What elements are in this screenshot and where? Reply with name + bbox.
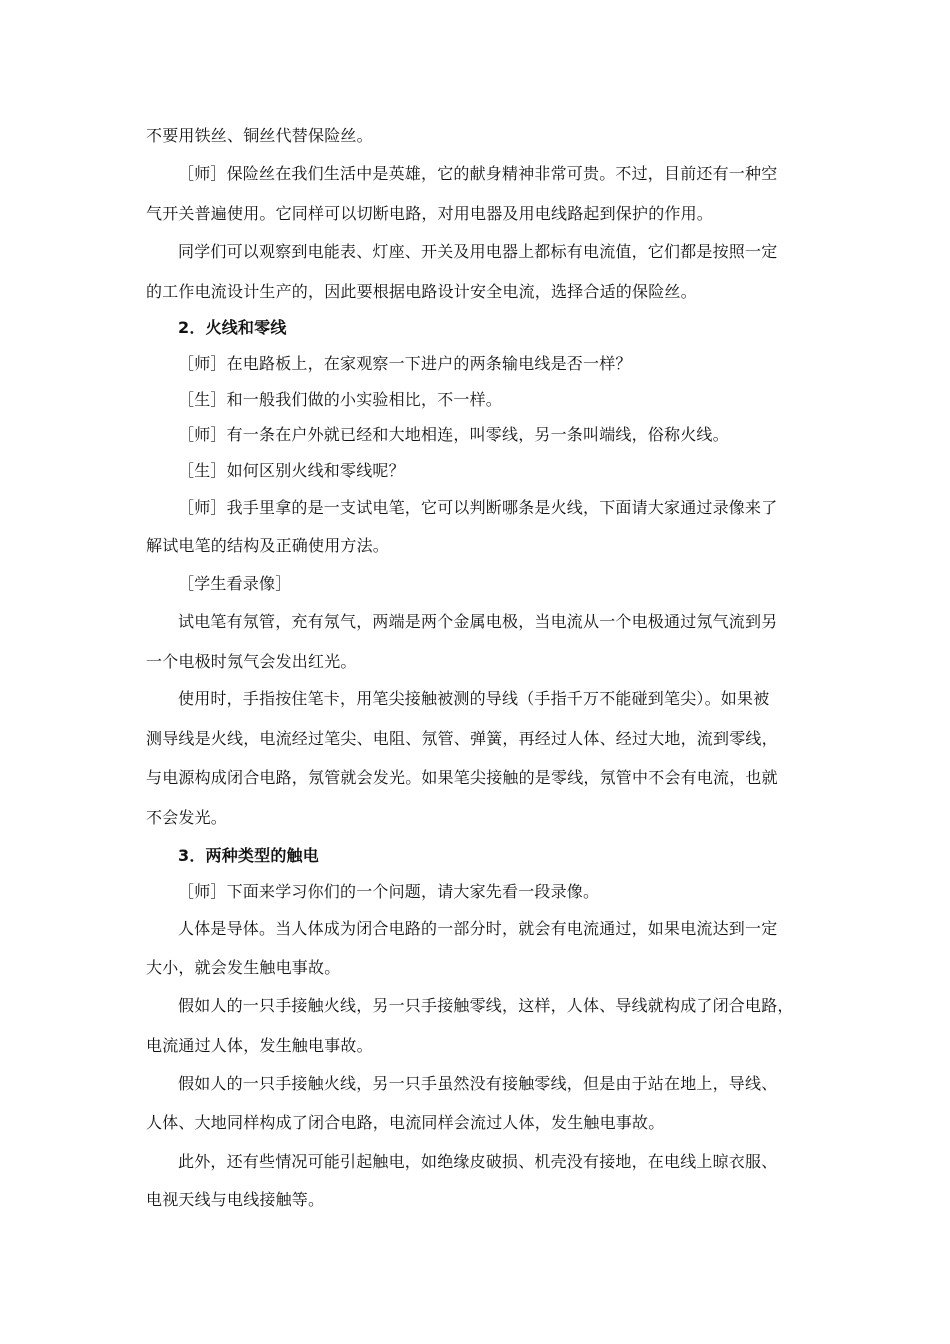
paragraph-line: ［师］我手里拿的是一支试电笔，它可以判断哪条是火线，下面请大家通过录像来了 bbox=[178, 498, 778, 517]
paragraph-line: 试电笔有氖管，充有氖气，两端是两个金属电极，当电流从一个电极通过氖气流到另 bbox=[178, 612, 778, 631]
paragraph-line: 气开关普遍使用。它同样可以切断电路，对用电器及用电线路起到保护的作用。 bbox=[146, 204, 714, 223]
paragraph-line: ［师］保险丝在我们生活中是英雄，它的献身精神非常可贵。不过，目前还有一种空 bbox=[178, 164, 778, 183]
paragraph-line: 一个电极时氖气会发出红光。 bbox=[146, 652, 357, 671]
section-heading: 2．火线和零线 bbox=[178, 318, 287, 337]
paragraph-line: ［学生看录像］ bbox=[178, 574, 292, 593]
paragraph-line: 电流通过人体，发生触电事故。 bbox=[146, 1036, 373, 1055]
paragraph-line: 测导线是火线，电流经过笔尖、电阻、氖管、弹簧，再经过人体、经过大地，流到零线， bbox=[146, 729, 778, 748]
paragraph-line: ［师］下面来学习你们的一个问题，请大家先看一段录像。 bbox=[178, 882, 600, 901]
paragraph-line: 与电源构成闭合电路，氖管就会发光。如果笔尖接触的是零线，氖管中不会有电流，也就 bbox=[146, 768, 778, 787]
paragraph-line: 使用时，手指按住笔卡，用笔尖接触被测的导线（手指千万不能碰到笔尖）。如果被 bbox=[178, 689, 770, 708]
paragraph-line: 人体、大地同样构成了闭合电路，电流同样会流过人体，发生触电事故。 bbox=[146, 1113, 665, 1132]
paragraph-line: 同学们可以观察到电能表、灯座、开关及用电器上都标有电流值，它们都是按照一定 bbox=[178, 242, 778, 261]
paragraph-line: 的工作电流设计生产的，因此要根据电路设计安全电流，选择合适的保险丝。 bbox=[146, 282, 697, 301]
paragraph-line: 假如人的一只手接触火线，另一只手接触零线，这样，人体、导线就构成了闭合电路， bbox=[178, 996, 794, 1015]
paragraph-line: ［生］如何区别火线和零线呢？ bbox=[178, 461, 405, 480]
paragraph-line: 不会发光。 bbox=[146, 808, 228, 827]
section-heading: 3．两种类型的触电 bbox=[178, 846, 319, 865]
paragraph-line: 此外，还有些情况可能引起触电，如绝缘皮破损、机壳没有接地，在电线上晾衣服、 bbox=[178, 1152, 778, 1171]
paragraph-line: ［生］和一般我们做的小实验相比，不一样。 bbox=[178, 390, 503, 409]
paragraph-line: ［师］在电路板上，在家观察一下进户的两条输电线是否一样？ bbox=[178, 354, 632, 373]
paragraph-line: 人体是导体。当人体成为闭合电路的一部分时，就会有电流通过，如果电流达到一定 bbox=[178, 919, 778, 938]
paragraph-line: 不要用铁丝、铜丝代替保险丝。 bbox=[146, 126, 373, 145]
paragraph-line: 电视天线与电线接触等。 bbox=[146, 1190, 325, 1209]
paragraph-line: 假如人的一只手接触火线，另一只手虽然没有接触零线，但是由于站在地上，导线、 bbox=[178, 1074, 778, 1093]
paragraph-line: ［师］有一条在户外就已经和大地相连，叫零线，另一条叫端线，俗称火线。 bbox=[178, 425, 729, 444]
paragraph-line: 解试电笔的结构及正确使用方法。 bbox=[146, 536, 390, 555]
paragraph-line: 大小，就会发生触电事故。 bbox=[146, 958, 341, 977]
